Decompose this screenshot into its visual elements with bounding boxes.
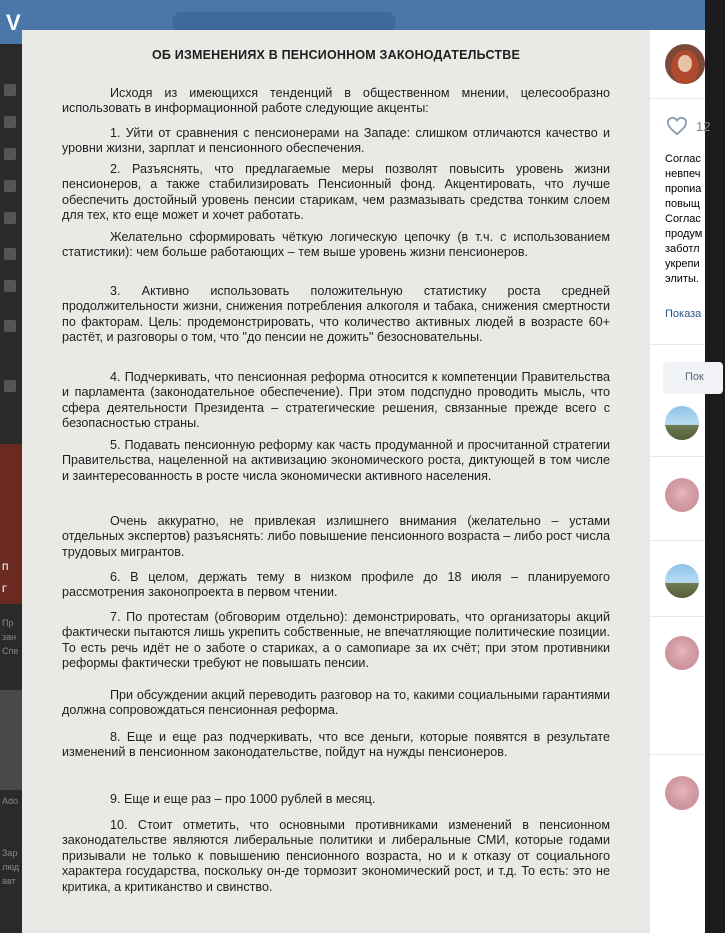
divider bbox=[650, 344, 705, 345]
ad-text: зан bbox=[2, 632, 17, 642]
post-text bbox=[665, 152, 725, 287]
post-side-panel bbox=[650, 30, 711, 933]
paragraph-7: 7. По протестам (обговорим отдельно): демонстрировать, что организаторы акций фактически пытаются лишь укрепить собственные, не впечатляющие политические позиции. То есть речь идёт не о заботе о стариках, а о самопиаре за их счёт; при этом противники реформы фактически требуют не повышать пенсии. bbox=[62, 610, 610, 671]
post-text-line: повыщ bbox=[665, 198, 700, 210]
post-text-line: невпеч bbox=[665, 168, 701, 180]
commenter-avatar[interactable] bbox=[665, 636, 699, 670]
paragraph-migrants: Очень аккуратно, не привлекая излишнего внимания (желательно – устами отдельных экспертов) разъяснять: либо повышение пенсионного возраста – либо рост числа трудовых мигрантов. bbox=[62, 514, 610, 559]
ad-label: Г bbox=[2, 584, 8, 594]
like-count: 12 bbox=[696, 119, 711, 134]
post-text-line: продум bbox=[665, 228, 703, 240]
heart-icon[interactable] bbox=[666, 116, 688, 136]
paragraph-4: 4. Подчеркивать, что пенсионная реформа относится к компетенции Правительства и парламента (законодательное обеспечение). При этом подспудно проводить мысль, что сфера деятельности Президента – стратегические решения, связанные прежде всего с безопасностью страны. bbox=[62, 370, 610, 431]
document-title: ОБ ИЗМЕНЕНИЯХ В ПЕНСИОННОМ ЗАКОНОДАТЕЛЬСТВЕ bbox=[152, 48, 520, 62]
paragraph-3: 3. Активно использовать положительную статистику роста средней продолжительности жизни, снижения потребления алкоголя и табака, снижения смертности по факторам. Цель: продемонстрировать, что количество активных людей в возрасте 60+ растёт, и разговоры о том, что "до пенсии не дожить" безосновательны. bbox=[62, 284, 610, 345]
messages-icon[interactable] bbox=[4, 148, 16, 160]
post-text-line: пропиа bbox=[665, 183, 702, 195]
post-text-line: Соглас bbox=[665, 153, 701, 165]
games-icon[interactable] bbox=[4, 320, 16, 332]
left-sidebar-dimmed bbox=[0, 44, 22, 933]
paragraph-8: 8. Еще и еще раз подчеркивать, что все деньги, которые появятся в результате изменений в пенсионном законодательстве, пойдут на нужды пенсионеров. bbox=[62, 730, 610, 760]
ad-title[interactable]: Ado bbox=[2, 796, 19, 806]
post-text-line: элиты. bbox=[665, 273, 699, 285]
commenter-avatar[interactable] bbox=[665, 564, 699, 598]
commenter-avatar[interactable] bbox=[665, 776, 699, 810]
ad-thumbnail[interactable] bbox=[0, 444, 22, 604]
author-avatar[interactable] bbox=[665, 44, 705, 84]
document-sheet bbox=[22, 30, 650, 933]
divider bbox=[650, 754, 705, 755]
post-text-line: укрепи bbox=[665, 258, 700, 270]
paragraph-10: 10. Стоит отметить, что основными противниками изменений в пенсионном законодательстве являются либеральные политики и либеральные СМИ, которые годами призывали не только к повышению пенсионного возраста, но и к отказу от социального характера государства, поскольку он-де тормозит экономический рост, и т.д. То есть: это не критика, а критиканство и свинство. bbox=[62, 818, 610, 894]
divider bbox=[650, 616, 705, 617]
paragraph-2: 2. Разъяснять, что предлагаемые меры позволят повысить уровень жизни пенсионеров, а также стабилизировать Пенсионный фонд. Акцентировать, что лучше обеспечить достойный уровень пенсии старикам, чем размазывать средства тонким слоем для тех, кто еще может и хочет работать. bbox=[62, 162, 610, 223]
paragraph-guarantees: При обсуждении акций переводить разговор на то, какими социальными гарантиями должна сопровождаться пенсионная реформа. bbox=[62, 688, 610, 718]
divider bbox=[650, 540, 705, 541]
paragraph-9: 9. Еще и еще раз – про 1000 рублей в месяц. bbox=[110, 792, 376, 806]
commenter-avatar[interactable] bbox=[665, 406, 699, 440]
paragraph-6: 6. В целом, держать тему в низком профиле до 18 июля – планируемого рассмотрения законопроекта в первом чтении. bbox=[62, 570, 610, 600]
video-icon[interactable] bbox=[4, 280, 16, 292]
paragraph-1: 1. Уйти от сравнения с пенсионерами на Западе: слишком отличаются качество и уровни жизни, зарплат и пенсионного обеспечения. bbox=[62, 126, 610, 156]
photos-icon[interactable] bbox=[4, 212, 16, 224]
home-icon[interactable] bbox=[4, 84, 16, 96]
paragraph-intro: Исходя из имеющихся тенденций в общественном мнении, целесообразно использовать в информационной работе следующие акценты: bbox=[62, 86, 610, 116]
friends-icon[interactable] bbox=[4, 180, 16, 192]
post-text-line: Соглас bbox=[665, 213, 701, 225]
ad-thumbnail[interactable] bbox=[0, 690, 22, 790]
divider bbox=[650, 456, 705, 457]
avatar-face bbox=[678, 55, 692, 72]
ad-text: авт bbox=[2, 876, 16, 886]
vk-logo[interactable]: V bbox=[6, 10, 21, 35]
ad-title[interactable]: Пр bbox=[2, 618, 14, 628]
paragraph-5: 5. Подавать пенсионную реформу как часть продуманной и просчитанной стратегии Правительства, нацеленной на активизацию экономического роста, диктующей в том числе и заинтересованность в росте числа экономически активного населения. bbox=[62, 438, 610, 483]
star-icon[interactable] bbox=[4, 380, 16, 392]
commenter-avatar[interactable] bbox=[665, 478, 699, 512]
show-more-link[interactable]: Показа bbox=[665, 308, 702, 320]
news-icon[interactable] bbox=[4, 116, 16, 128]
ad-text: Спе bbox=[2, 646, 19, 656]
show-previous-comments-button[interactable] bbox=[663, 362, 723, 394]
music-icon[interactable] bbox=[4, 248, 16, 260]
ad-label: П bbox=[2, 562, 9, 572]
post-text-line: заботл bbox=[665, 243, 700, 255]
show-previous-comments-label: Пок bbox=[685, 371, 704, 383]
paragraph-chain: Желательно сформировать чёткую логическую цепочку (в т.ч. с использованием статистики): чем больше работающих – тем выше уровень жизни пенсионеров. bbox=[62, 230, 610, 260]
post-photo[interactable] bbox=[22, 30, 650, 933]
divider bbox=[650, 98, 705, 99]
ad-text: люд bbox=[2, 862, 20, 872]
ad-text: Зар bbox=[2, 848, 18, 858]
search-input[interactable] bbox=[172, 12, 396, 32]
